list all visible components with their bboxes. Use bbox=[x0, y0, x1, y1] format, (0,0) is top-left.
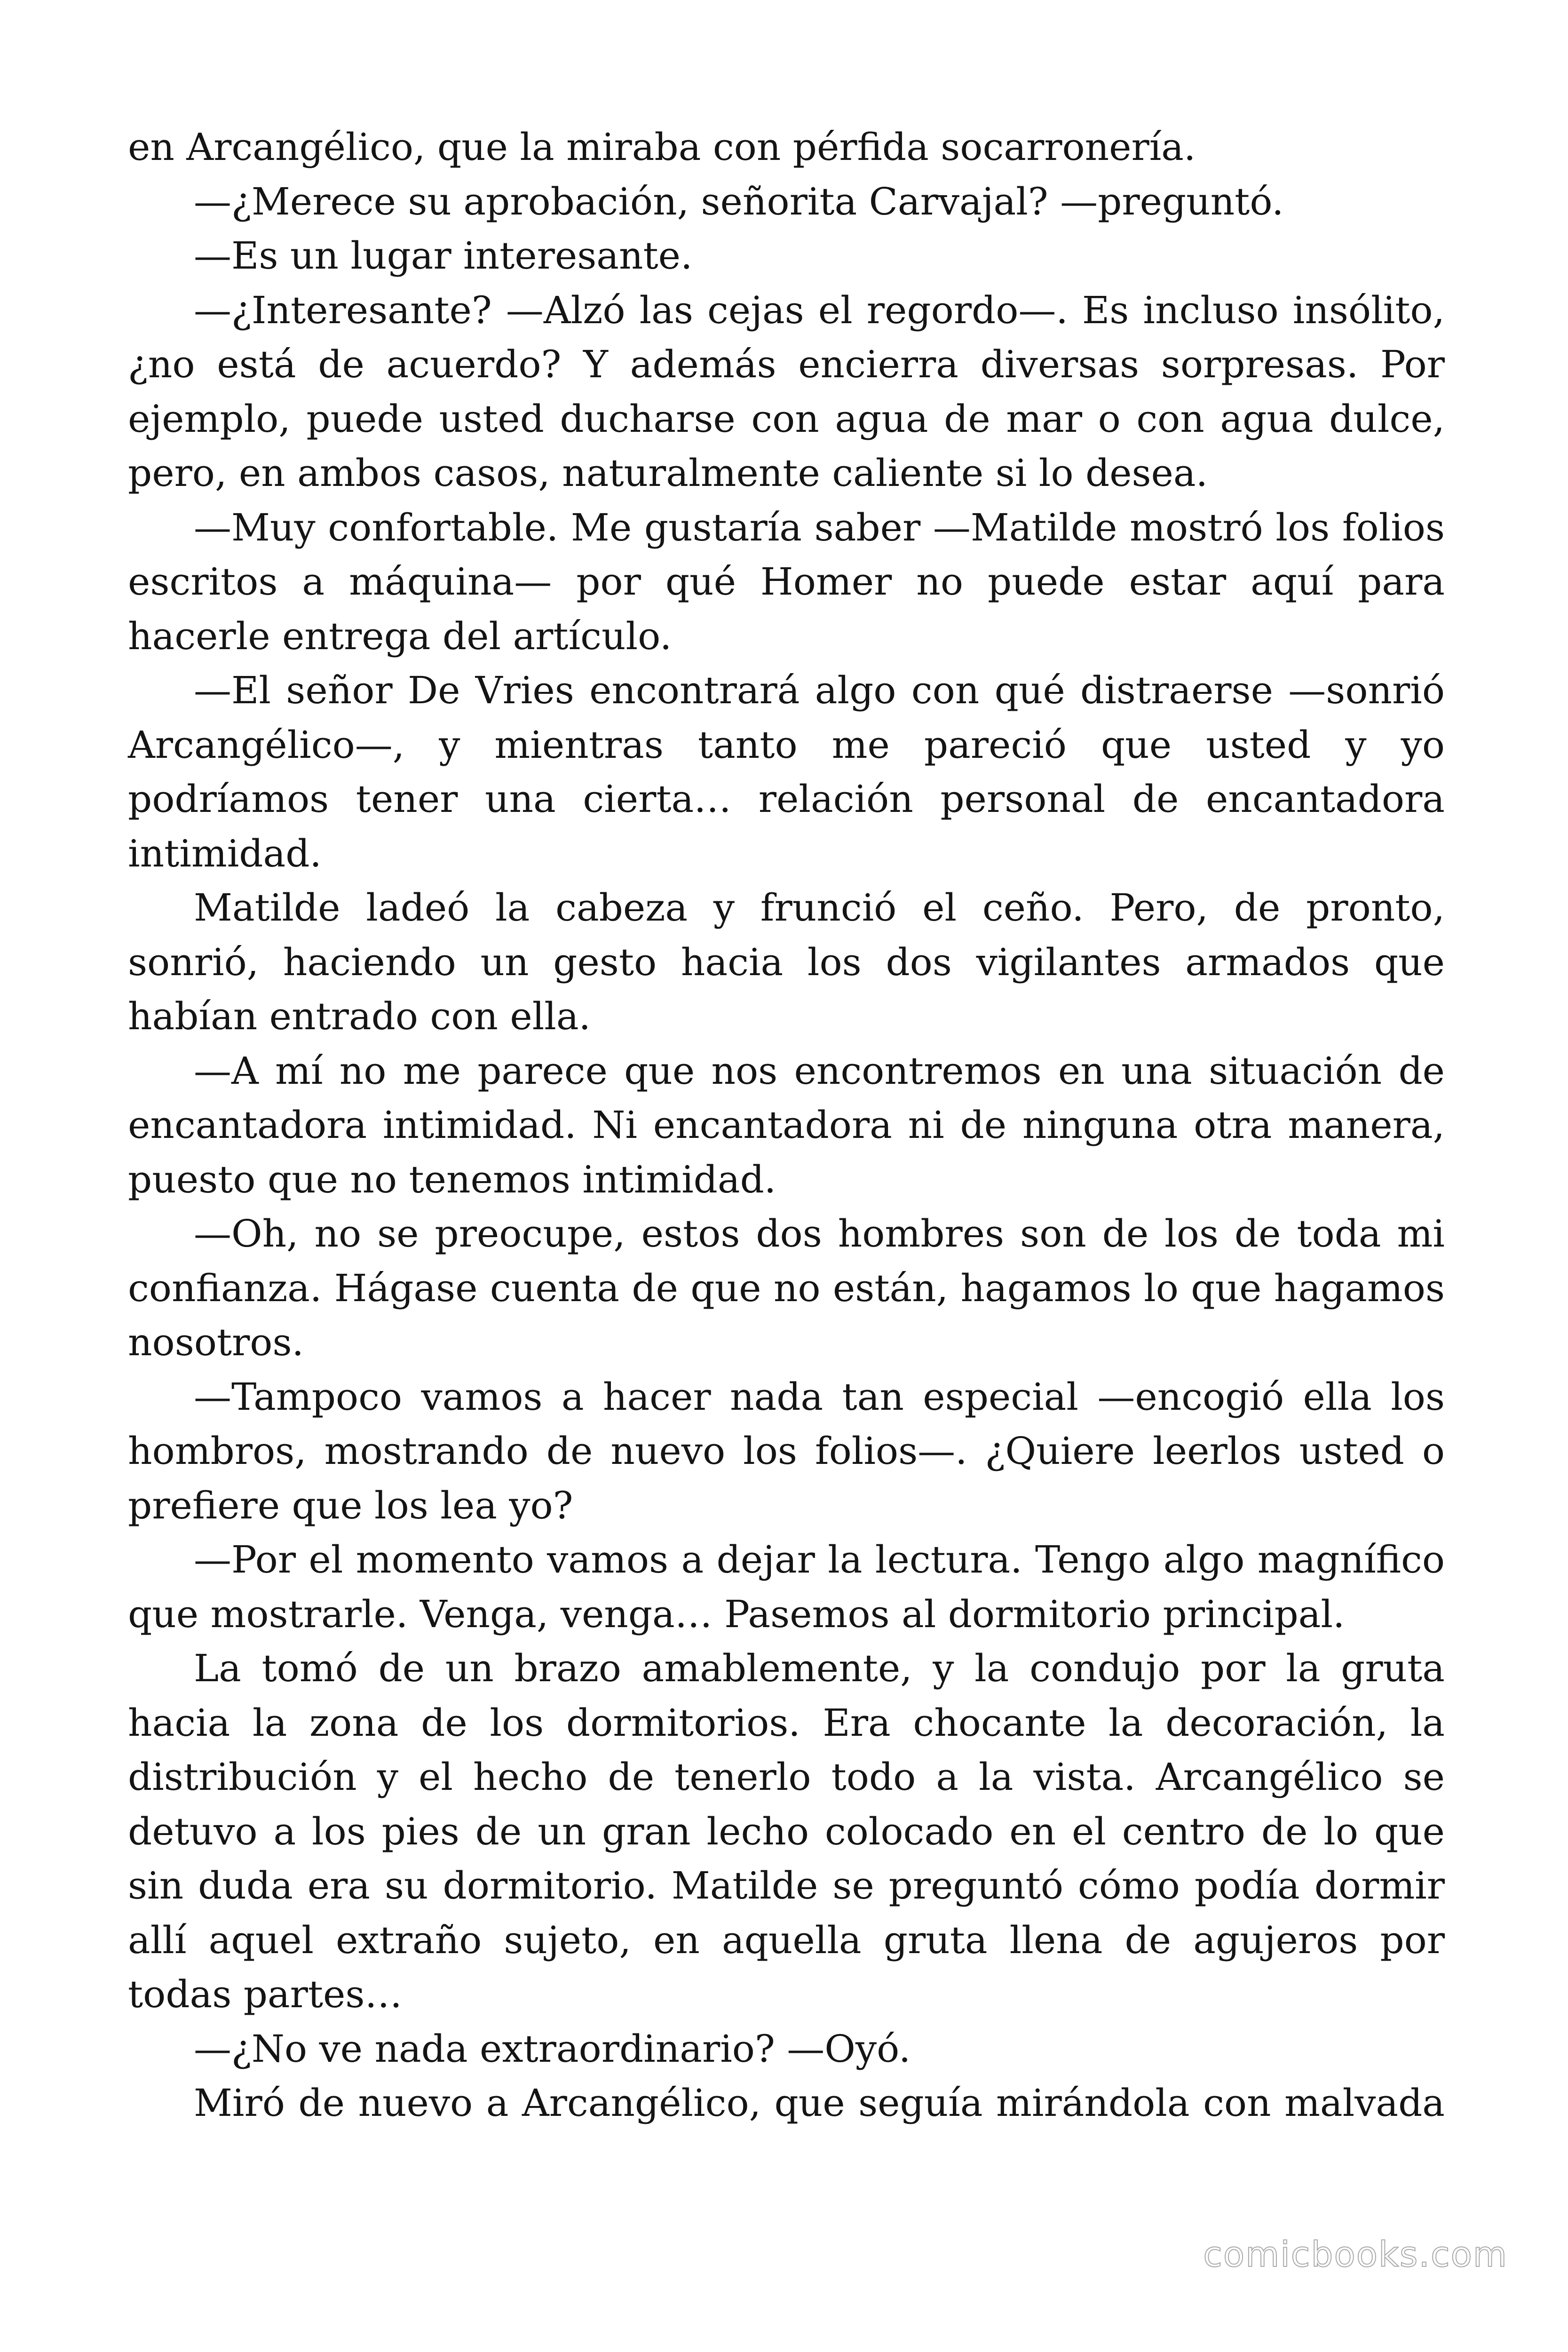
paragraph-5: —Muy confortable. Me gustaría saber —Matilde mostró los folios escritos a máquina— por qué Homer no puede estar aquí para hacerle entrega del artículo. bbox=[128, 505, 1445, 658]
watermark: comicbooks.com bbox=[1203, 2234, 1508, 2275]
paragraph-7: Matilde ladeó la cabeza y frunció el ceño. Pero, de pronto, sonrió, haciendo un gesto hacia los dos vigilantes armados que habían entrado con ella. bbox=[128, 886, 1445, 1038]
paragraph-14: Miró de nuevo a Arcangélico, que seguía mirándola con malvada bbox=[194, 2081, 1445, 2125]
paragraph-12: La tomó de un brazo amablemente, y la condujo por la gruta hacia la zona de los dormitorios. Era chocante la decoración, la distribución y el hecho de tenerlo todo a la vista. Arcangélico se detuvo a los pies de un gran lecho colocado en el centro de lo que sin duda era su dormitorio. Matilde se preguntó cómo podía dormir allí aquel extraño sujeto, en aquella gruta llena de agujeros por todas partes… bbox=[128, 1646, 1445, 2016]
page-body bbox=[128, 120, 1445, 2130]
paragraph-8: —A mí no me parece que nos encontremos en una situación de encantadora intimidad. Ni encantadora ni de ninguna otra manera, puesto que no tenemos intimidad. bbox=[128, 1049, 1445, 1201]
paragraph-4: —¿Interesante? —Alzó las cejas el regordo—. Es incluso insólito, ¿no está de acuerdo? Y además encierra diversas sorpresas. Por ejemplo, puede usted ducharse con agua de mar o con agua dulce, pero, en ambos casos, naturalmente caliente si lo desea. bbox=[128, 288, 1445, 495]
paragraph-9: —Oh, no se preocupe, estos dos hombres son de los de toda mi confianza. Hágase cuenta de que no están, hagamos lo que hagamos nosotros. bbox=[128, 1212, 1445, 1364]
paragraph-2: —¿Merece su aprobación, señorita Carvajal? —preguntó. bbox=[194, 179, 1284, 223]
paragraph-3: —Es un lugar interesante. bbox=[194, 234, 693, 278]
paragraph-6: —El señor De Vries encontrará algo con qué distraerse —sonrió Arcangélico—, y mientras tanto me pareció que usted y yo podríamos tener una cierta… relación personal de encantadora intimidad. bbox=[128, 668, 1445, 875]
paragraph-11: —Por el momento vamos a dejar la lectura. Tengo algo magnífico que mostrarle. Venga, venga… Pasemos al dormitorio principal. bbox=[128, 1538, 1445, 1636]
paragraph-10: —Tampoco vamos a hacer nada tan especial —encogió ella los hombros, mostrando de nuevo los folios—. ¿Quiere leerlos usted o prefiere que los lea yo? bbox=[128, 1375, 1445, 1527]
paragraph-1: en Arcangélico, que la miraba con pérfida socarronería. bbox=[128, 125, 1196, 169]
paragraph-13: —¿No ve nada extraordinario? —Oyó. bbox=[194, 2026, 911, 2071]
